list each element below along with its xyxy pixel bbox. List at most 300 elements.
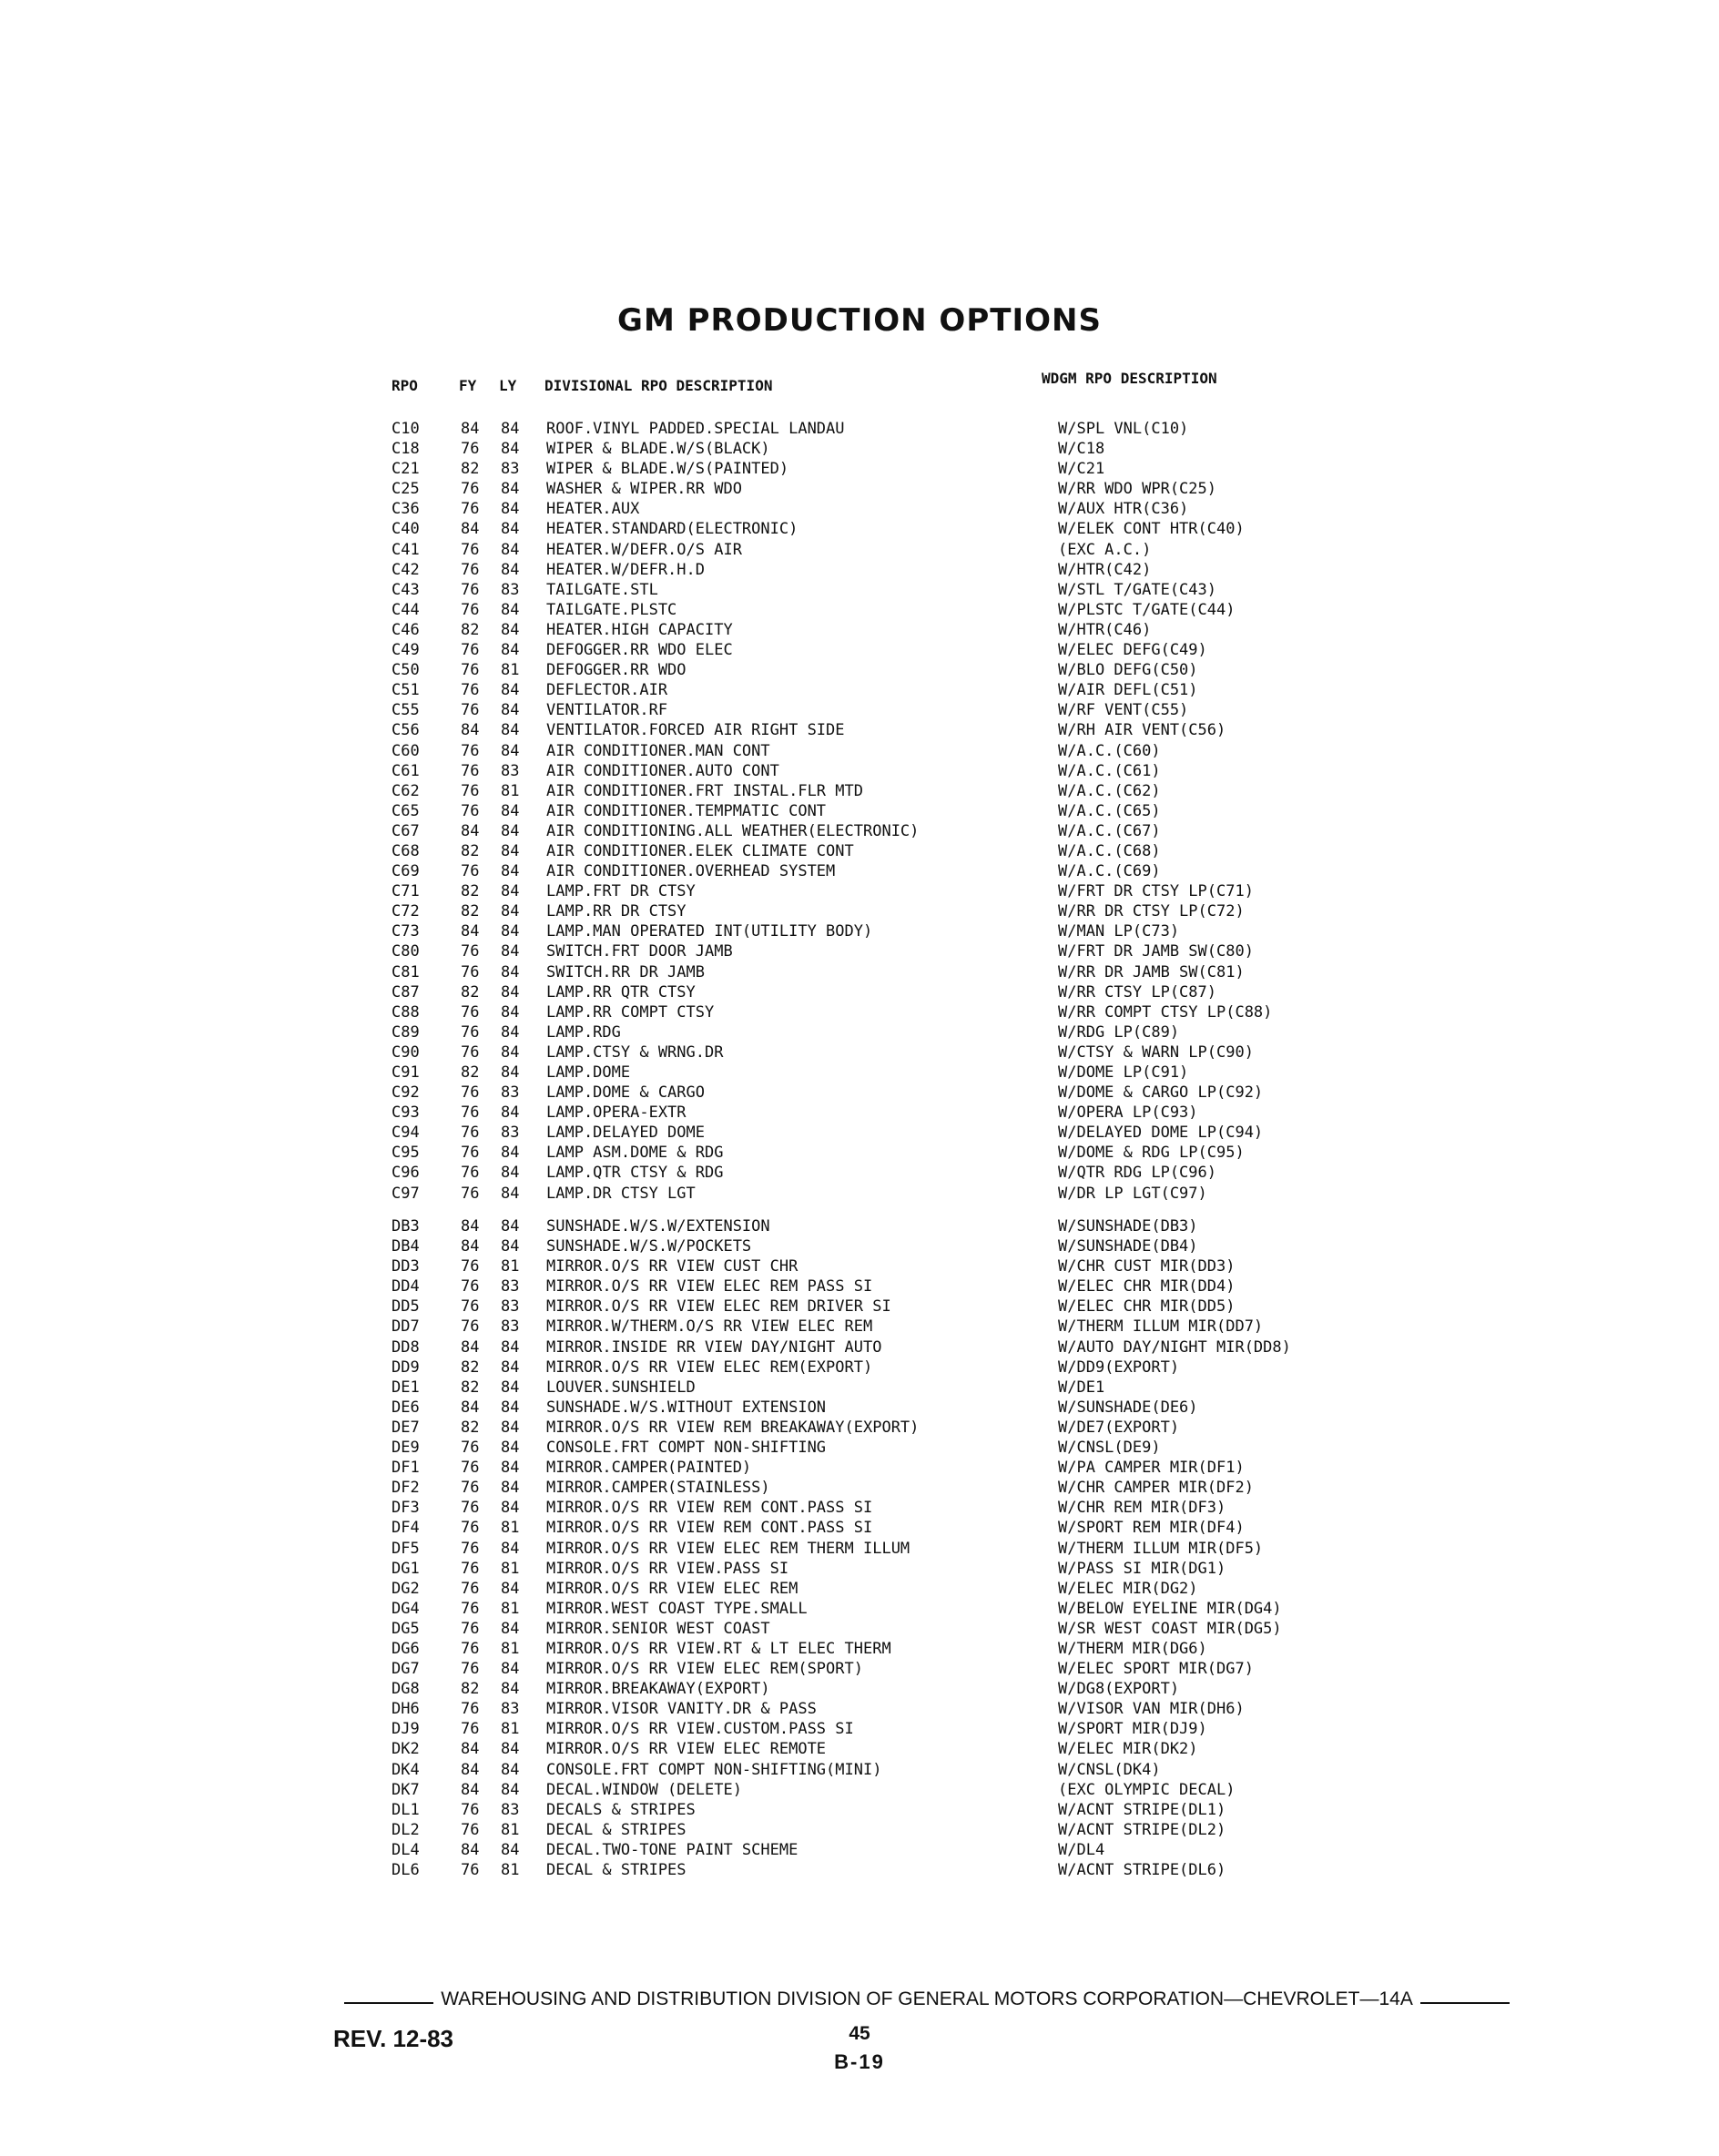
option-row <box>392 1579 1712 1599</box>
page-section-number: B-19 <box>834 2050 885 2073</box>
last-year: 84 <box>501 701 520 720</box>
option-row <box>392 459 1712 479</box>
last-year: 84 <box>501 1780 520 1799</box>
option-row <box>392 1498 1712 1518</box>
divisional-description: AIR CONDITIONING.ALL WEATHER(ELECTRONIC) <box>546 821 920 840</box>
first-year: 76 <box>461 641 480 660</box>
rpo-code: C97 <box>392 1184 420 1203</box>
rpo-code: DL1 <box>392 1800 420 1819</box>
option-row <box>392 1438 1712 1458</box>
divisional-description: MIRROR.O/S RR VIEW REM CONT.PASS SI <box>546 1519 873 1538</box>
divisional-description: LAMP.OPERA-EXTR <box>546 1103 687 1123</box>
rpo-code: DL2 <box>392 1820 420 1839</box>
rpo-code: DH6 <box>392 1700 420 1719</box>
rpo-code: C60 <box>392 741 420 760</box>
rpo-code: C92 <box>392 1083 420 1103</box>
last-year: 84 <box>501 1579 520 1598</box>
divisional-description: MIRROR.O/S RR VIEW.CUSTOM.PASS SI <box>546 1720 854 1739</box>
wdgm-description: W/DD9(EXPORT) <box>1058 1358 1180 1377</box>
header-rpo: RPO <box>392 377 418 394</box>
rpo-code: DL6 <box>392 1861 420 1879</box>
wdgm-description: W/THERM ILLUM MIR(DF5) <box>1058 1539 1264 1558</box>
wdgm-description: W/A.C.(C61) <box>1058 761 1161 780</box>
wdgm-description: W/RH AIR VENT(C56) <box>1058 721 1226 740</box>
option-row <box>392 1143 1712 1163</box>
divisional-description: HEATER.W/DEFR.O/S AIR <box>546 540 742 559</box>
last-year: 84 <box>501 1184 520 1203</box>
option-row <box>392 1599 1712 1619</box>
last-year: 84 <box>501 1619 520 1638</box>
wdgm-description: W/SPL VNL(C10) <box>1058 420 1189 438</box>
last-year: 83 <box>501 1317 520 1337</box>
divisional-description: AIR CONDITIONER.ELEK CLIMATE CONT <box>546 841 854 860</box>
rpo-code: DD4 <box>392 1277 420 1297</box>
footer-division-text: WAREHOUSING AND DISTRIBUTION DIVISION OF GENERAL MOTORS CORPORATION—CHEVROLET—14A <box>441 1988 1413 2009</box>
divisional-description: HEATER.HIGH CAPACITY <box>546 620 733 639</box>
first-year: 76 <box>461 1700 480 1719</box>
divisional-description: MIRROR.O/S RR VIEW ELEC REM(EXPORT) <box>546 1358 873 1377</box>
wdgm-description: W/ELEC CHR MIR(DD5) <box>1058 1297 1236 1317</box>
divisional-description: LAMP.RR COMPT CTSY <box>546 1002 715 1022</box>
wdgm-description: W/ELEC CHR MIR(DD4) <box>1058 1277 1236 1297</box>
last-year: 84 <box>501 480 520 499</box>
first-year: 76 <box>461 1277 480 1297</box>
last-year: 81 <box>501 1820 520 1839</box>
last-year: 84 <box>501 741 520 760</box>
divisional-description: MIRROR.WEST COAST TYPE.SMALL <box>546 1599 808 1618</box>
rpo-code: C36 <box>392 500 420 519</box>
divisional-description: SWITCH.RR DR JAMB <box>546 962 705 981</box>
last-year: 84 <box>501 1439 520 1458</box>
wdgm-description: W/C21 <box>1058 460 1105 479</box>
first-year: 82 <box>461 1063 480 1082</box>
wdgm-description: W/PLSTC T/GATE(C44) <box>1058 600 1236 619</box>
wdgm-description: W/ELEC DEFG(C49) <box>1058 641 1207 660</box>
wdgm-description: (EXC A.C.) <box>1058 540 1152 559</box>
first-year: 84 <box>461 1337 480 1357</box>
first-year: 76 <box>461 540 480 559</box>
first-year: 76 <box>461 1297 480 1317</box>
rpo-code: C65 <box>392 801 420 820</box>
option-row <box>392 680 1712 700</box>
last-year: 81 <box>501 781 520 800</box>
divisional-description: LAMP.DELAYED DOME <box>546 1124 705 1143</box>
divisional-description: HEATER.STANDARD(ELECTRONIC) <box>546 520 798 539</box>
first-year: 82 <box>461 1378 480 1397</box>
option-row <box>392 1317 1712 1337</box>
rpo-code: C21 <box>392 460 420 479</box>
option-row <box>392 1860 1712 1880</box>
divisional-description: MIRROR.O/S RR VIEW ELEC REM <box>546 1579 798 1598</box>
option-row <box>392 1840 1712 1860</box>
divisional-description: DECALS & STRIPES <box>546 1800 696 1819</box>
first-year: 76 <box>461 1002 480 1022</box>
divisional-description: MIRROR.O/S RR VIEW REM CONT.PASS SI <box>546 1499 873 1518</box>
last-year: 81 <box>501 1639 520 1658</box>
option-row <box>392 1458 1712 1478</box>
wdgm-description: W/SPORT MIR(DJ9) <box>1058 1720 1207 1739</box>
first-year: 76 <box>461 1022 480 1042</box>
rpo-code: C44 <box>392 600 420 619</box>
rpo-code: DB4 <box>392 1237 420 1256</box>
first-year: 76 <box>461 1539 480 1558</box>
divisional-description: WIPER & BLADE.W/S(PAINTED) <box>546 460 789 479</box>
wdgm-description: W/AIR DEFL(C51) <box>1058 681 1198 700</box>
first-year: 76 <box>461 1257 480 1276</box>
option-row <box>392 1559 1712 1579</box>
wdgm-description: W/ELEC MIR(DG2) <box>1058 1579 1198 1598</box>
wdgm-description: W/STL T/GATE(C43) <box>1058 580 1216 599</box>
first-year: 76 <box>461 1820 480 1839</box>
divisional-description: HEATER.W/DEFR.H.D <box>546 560 705 579</box>
last-year: 81 <box>501 661 520 680</box>
last-year: 83 <box>501 580 520 599</box>
last-year: 84 <box>501 540 520 559</box>
wdgm-description: W/SUNSHADE(DB3) <box>1058 1217 1198 1236</box>
option-row <box>392 1184 1712 1204</box>
rpo-code: DD3 <box>392 1257 420 1276</box>
last-year: 84 <box>501 721 520 740</box>
option-row <box>392 1063 1712 1083</box>
wdgm-description: W/FRT DR CTSY LP(C71) <box>1058 882 1254 901</box>
first-year: 84 <box>461 1760 480 1779</box>
wdgm-description: W/RR DR JAMB SW(C81) <box>1058 962 1245 981</box>
rpo-code: DF1 <box>392 1459 420 1478</box>
divisional-description: MIRROR.W/THERM.O/S RR VIEW ELEC REM <box>546 1317 873 1337</box>
divisional-description: AIR CONDITIONER.OVERHEAD SYSTEM <box>546 862 836 881</box>
wdgm-description: W/A.C.(C60) <box>1058 741 1161 760</box>
wdgm-description: W/FRT DR JAMB SW(C80) <box>1058 942 1254 961</box>
option-row <box>392 982 1712 1002</box>
wdgm-description: W/ACNT STRIPE(DL2) <box>1058 1820 1226 1839</box>
last-year: 84 <box>501 1237 520 1256</box>
divisional-description: MIRROR.BREAKAWAY(EXPORT) <box>546 1680 770 1699</box>
option-row <box>392 1216 1712 1236</box>
wdgm-description: W/SUNSHADE(DB4) <box>1058 1237 1198 1256</box>
option-row <box>392 640 1712 660</box>
first-year: 76 <box>461 1639 480 1658</box>
rpo-code: DE9 <box>392 1439 420 1458</box>
wdgm-description: W/PASS SI MIR(DG1) <box>1058 1559 1226 1578</box>
first-year: 76 <box>461 681 480 700</box>
option-row <box>392 1478 1712 1498</box>
wdgm-description: W/MAN LP(C73) <box>1058 922 1180 941</box>
divisional-description: AIR CONDITIONER.MAN CONT <box>546 741 770 760</box>
option-row <box>392 1123 1712 1143</box>
first-year: 82 <box>461 620 480 639</box>
rpo-code: C67 <box>392 821 420 840</box>
wdgm-description: W/RF VENT(C55) <box>1058 701 1189 720</box>
rpo-code: C43 <box>392 580 420 599</box>
last-year: 83 <box>501 761 520 780</box>
last-year: 84 <box>501 560 520 579</box>
first-year: 76 <box>461 500 480 519</box>
wdgm-description: W/HTR(C46) <box>1058 620 1152 639</box>
header-wdgm-description: WDGM RPO DESCRIPTION <box>1042 370 1217 387</box>
option-row <box>392 1719 1712 1739</box>
wdgm-description: W/DOME LP(C91) <box>1058 1063 1189 1082</box>
first-year: 76 <box>461 1861 480 1879</box>
first-year: 84 <box>461 1237 480 1256</box>
rpo-code: DG2 <box>392 1579 420 1598</box>
option-row <box>392 1760 1712 1780</box>
rpo-code: DG4 <box>392 1599 420 1618</box>
divisional-description: MIRROR.O/S RR VIEW ELEC REM THERM ILLUM <box>546 1539 910 1558</box>
divisional-description: MIRROR.O/S RR VIEW.PASS SI <box>546 1559 789 1578</box>
first-year: 76 <box>461 560 480 579</box>
last-year: 84 <box>501 902 520 921</box>
last-year: 83 <box>501 460 520 479</box>
divisional-description: LAMP.FRT DR CTSY <box>546 882 696 901</box>
divisional-description: SWITCH.FRT DOOR JAMB <box>546 942 733 961</box>
divisional-description: MIRROR.O/S RR VIEW REM BREAKAWAY(EXPORT) <box>546 1418 920 1437</box>
first-year: 76 <box>461 1619 480 1638</box>
option-row <box>392 1398 1712 1418</box>
divisional-description: AIR CONDITIONER.FRT INSTAL.FLR MTD <box>546 781 863 800</box>
option-row <box>392 761 1712 781</box>
first-year: 76 <box>461 1579 480 1598</box>
last-year: 81 <box>501 1559 520 1578</box>
wdgm-description: W/RR WDO WPR(C25) <box>1058 480 1216 499</box>
wdgm-description: (EXC OLYMPIC DECAL) <box>1058 1780 1236 1799</box>
rpo-code: C81 <box>392 962 420 981</box>
rpo-code: DG1 <box>392 1559 420 1578</box>
last-year: 84 <box>501 1740 520 1759</box>
option-row <box>392 1518 1712 1538</box>
wdgm-description: W/C18 <box>1058 440 1105 459</box>
wdgm-description: W/DOME & CARGO LP(C92) <box>1058 1083 1264 1103</box>
divisional-description: TAILGATE.STL <box>546 580 658 599</box>
rpo-code: DF2 <box>392 1479 420 1498</box>
divisional-description: SUNSHADE.W/S.W/EXTENSION <box>546 1217 770 1236</box>
rpo-code: DE1 <box>392 1378 420 1397</box>
wdgm-description: W/SUNSHADE(DE6) <box>1058 1398 1198 1417</box>
rpo-code: C88 <box>392 1002 420 1022</box>
wdgm-description: W/AUTO DAY/NIGHT MIR(DD8) <box>1058 1337 1291 1357</box>
wdgm-description: W/DG8(EXPORT) <box>1058 1680 1180 1699</box>
last-year: 84 <box>501 1378 520 1397</box>
option-row <box>392 1378 1712 1398</box>
option-row <box>392 519 1712 539</box>
wdgm-description: W/CHR CAMPER MIR(DF2) <box>1058 1479 1254 1498</box>
first-year: 76 <box>461 741 480 760</box>
first-year: 82 <box>461 882 480 901</box>
last-year: 83 <box>501 1277 520 1297</box>
wdgm-description: W/CNSL(DK4) <box>1058 1760 1161 1779</box>
first-year: 84 <box>461 1780 480 1799</box>
rpo-code: C94 <box>392 1124 420 1143</box>
option-row <box>392 700 1712 720</box>
wdgm-description: W/RR CTSY LP(C87) <box>1058 982 1216 1002</box>
wdgm-description: W/CHR CUST MIR(DD3) <box>1058 1257 1236 1276</box>
first-year: 76 <box>461 962 480 981</box>
rpo-code: C42 <box>392 560 420 579</box>
wdgm-description: W/DL4 <box>1058 1840 1105 1859</box>
first-year: 84 <box>461 1217 480 1236</box>
last-year: 84 <box>501 1398 520 1417</box>
wdgm-description: W/AUX HTR(C36) <box>1058 500 1189 519</box>
rpo-code: C95 <box>392 1144 420 1163</box>
first-year: 76 <box>461 1184 480 1203</box>
wdgm-description: W/A.C.(C65) <box>1058 801 1161 820</box>
last-year: 84 <box>501 962 520 981</box>
first-year: 76 <box>461 600 480 619</box>
header-divisional-description: DIVISIONAL RPO DESCRIPTION <box>544 377 773 394</box>
rpo-code: C90 <box>392 1042 420 1062</box>
page-title: GM PRODUCTION OPTIONS <box>617 302 1102 339</box>
last-year: 81 <box>501 1519 520 1538</box>
rpo-code: C25 <box>392 480 420 499</box>
divisional-description: MIRROR.INSIDE RR VIEW DAY/NIGHT AUTO <box>546 1337 882 1357</box>
first-year: 76 <box>461 480 480 499</box>
rpo-code: C80 <box>392 942 420 961</box>
option-row <box>392 1256 1712 1276</box>
divisional-description: SUNSHADE.W/S.W/POCKETS <box>546 1237 752 1256</box>
last-year: 84 <box>501 600 520 619</box>
option-row <box>392 560 1712 580</box>
first-year: 76 <box>461 1479 480 1498</box>
rpo-code: DG5 <box>392 1619 420 1638</box>
rpo-code: DD5 <box>392 1297 420 1317</box>
rpo-code: DE6 <box>392 1398 420 1417</box>
last-year: 84 <box>501 1217 520 1236</box>
option-row <box>392 1659 1712 1679</box>
first-year: 82 <box>461 1418 480 1437</box>
option-row <box>392 881 1712 901</box>
wdgm-description: W/RR COMPT CTSY LP(C88) <box>1058 1002 1273 1022</box>
first-year: 84 <box>461 821 480 840</box>
wdgm-description: W/SR WEST COAST MIR(DG5) <box>1058 1619 1282 1638</box>
rpo-code: C91 <box>392 1063 420 1082</box>
option-row <box>392 801 1712 821</box>
first-year: 76 <box>461 1720 480 1739</box>
last-year: 83 <box>501 1800 520 1819</box>
last-year: 83 <box>501 1700 520 1719</box>
wdgm-description: W/ELEK CONT HTR(C40) <box>1058 520 1245 539</box>
divisional-description: DECAL.TWO-TONE PAINT SCHEME <box>546 1840 798 1859</box>
divisional-description: DEFOGGER.RR WDO <box>546 661 687 680</box>
divisional-description: TAILGATE.PLSTC <box>546 600 677 619</box>
last-year: 84 <box>501 1499 520 1518</box>
wdgm-description: W/A.C.(C67) <box>1058 821 1161 840</box>
wdgm-description: W/SPORT REM MIR(DF4) <box>1058 1519 1245 1538</box>
last-year: 84 <box>501 520 520 539</box>
divisional-description: LAMP.RR QTR CTSY <box>546 982 696 1002</box>
first-year: 76 <box>461 1459 480 1478</box>
rpo-code: DK4 <box>392 1760 420 1779</box>
wdgm-description: W/A.C.(C69) <box>1058 862 1161 881</box>
last-year: 84 <box>501 841 520 860</box>
option-row <box>392 1619 1712 1639</box>
first-year: 84 <box>461 420 480 438</box>
rpo-code: DF3 <box>392 1499 420 1518</box>
option-row <box>392 660 1712 680</box>
option-row <box>392 720 1712 740</box>
option-row <box>392 1800 1712 1820</box>
last-year: 83 <box>501 1083 520 1103</box>
divisional-description: DEFOGGER.RR WDO ELEC <box>546 641 733 660</box>
wdgm-description: W/DELAYED DOME LP(C94) <box>1058 1124 1264 1143</box>
option-row <box>392 1358 1712 1378</box>
last-year: 81 <box>501 1861 520 1879</box>
divisional-description: MIRROR.O/S RR VIEW ELEC REM PASS SI <box>546 1277 873 1297</box>
last-year: 84 <box>501 420 520 438</box>
option-row <box>392 1699 1712 1719</box>
option-row <box>392 1337 1712 1358</box>
option-row <box>392 580 1712 600</box>
wdgm-description: W/VISOR VAN MIR(DH6) <box>1058 1700 1245 1719</box>
first-year: 76 <box>461 661 480 680</box>
wdgm-description: W/BLO DEFG(C50) <box>1058 661 1198 680</box>
header-fy: FY <box>459 377 477 394</box>
last-year: 81 <box>501 1599 520 1618</box>
last-year: 81 <box>501 1720 520 1739</box>
last-year: 84 <box>501 500 520 519</box>
option-row <box>392 741 1712 761</box>
option-row <box>392 1163 1712 1183</box>
rpo-code: C51 <box>392 681 420 700</box>
option-row <box>392 821 1712 841</box>
rpo-code: C61 <box>392 761 420 780</box>
last-year: 84 <box>501 942 520 961</box>
first-year: 76 <box>461 1599 480 1618</box>
divisional-description: ROOF.VINYL PADDED.SPECIAL LANDAU <box>546 420 845 438</box>
option-row <box>392 1002 1712 1022</box>
wdgm-description: W/OPERA LP(C93) <box>1058 1103 1198 1123</box>
last-year: 84 <box>501 1022 520 1042</box>
wdgm-description: W/DE7(EXPORT) <box>1058 1418 1180 1437</box>
option-row <box>392 962 1712 982</box>
option-row <box>392 901 1712 921</box>
first-year: 76 <box>461 942 480 961</box>
last-year: 84 <box>501 1459 520 1478</box>
last-year: 84 <box>501 1539 520 1558</box>
first-year: 76 <box>461 580 480 599</box>
first-year: 82 <box>461 841 480 860</box>
rpo-code: DG6 <box>392 1639 420 1658</box>
last-year: 84 <box>501 882 520 901</box>
option-row <box>392 1418 1712 1438</box>
first-year: 82 <box>461 1358 480 1377</box>
wdgm-description: W/THERM MIR(DG6) <box>1058 1639 1207 1658</box>
wdgm-description: W/A.C.(C68) <box>1058 841 1161 860</box>
divisional-description: MIRROR.O/S RR VIEW CUST CHR <box>546 1257 798 1276</box>
rpo-code: DK7 <box>392 1780 420 1799</box>
wdgm-description: W/QTR RDG LP(C96) <box>1058 1164 1216 1183</box>
last-year: 84 <box>501 1660 520 1679</box>
first-year: 76 <box>461 781 480 800</box>
wdgm-description: W/PA CAMPER MIR(DF1) <box>1058 1459 1245 1478</box>
option-row <box>392 1297 1712 1317</box>
wdgm-description: W/HTR(C42) <box>1058 560 1152 579</box>
last-year: 84 <box>501 1002 520 1022</box>
rpo-code: C72 <box>392 902 420 921</box>
rpo-code: C41 <box>392 540 420 559</box>
rpo-code: C40 <box>392 520 420 539</box>
first-year: 76 <box>461 1499 480 1518</box>
last-year: 84 <box>501 1479 520 1498</box>
divisional-description: MIRROR.CAMPER(STAINLESS) <box>546 1479 770 1498</box>
footer-rule-right <box>1420 2002 1510 2004</box>
rpo-code: DJ9 <box>392 1720 420 1739</box>
rpo-code: C49 <box>392 641 420 660</box>
option-row <box>392 1236 1712 1256</box>
first-year: 76 <box>461 801 480 820</box>
divisional-description: CONSOLE.FRT COMPT NON-SHIFTING(MINI) <box>546 1760 882 1779</box>
last-year: 83 <box>501 1297 520 1317</box>
first-year: 84 <box>461 721 480 740</box>
wdgm-description: W/CHR REM MIR(DF3) <box>1058 1499 1226 1518</box>
